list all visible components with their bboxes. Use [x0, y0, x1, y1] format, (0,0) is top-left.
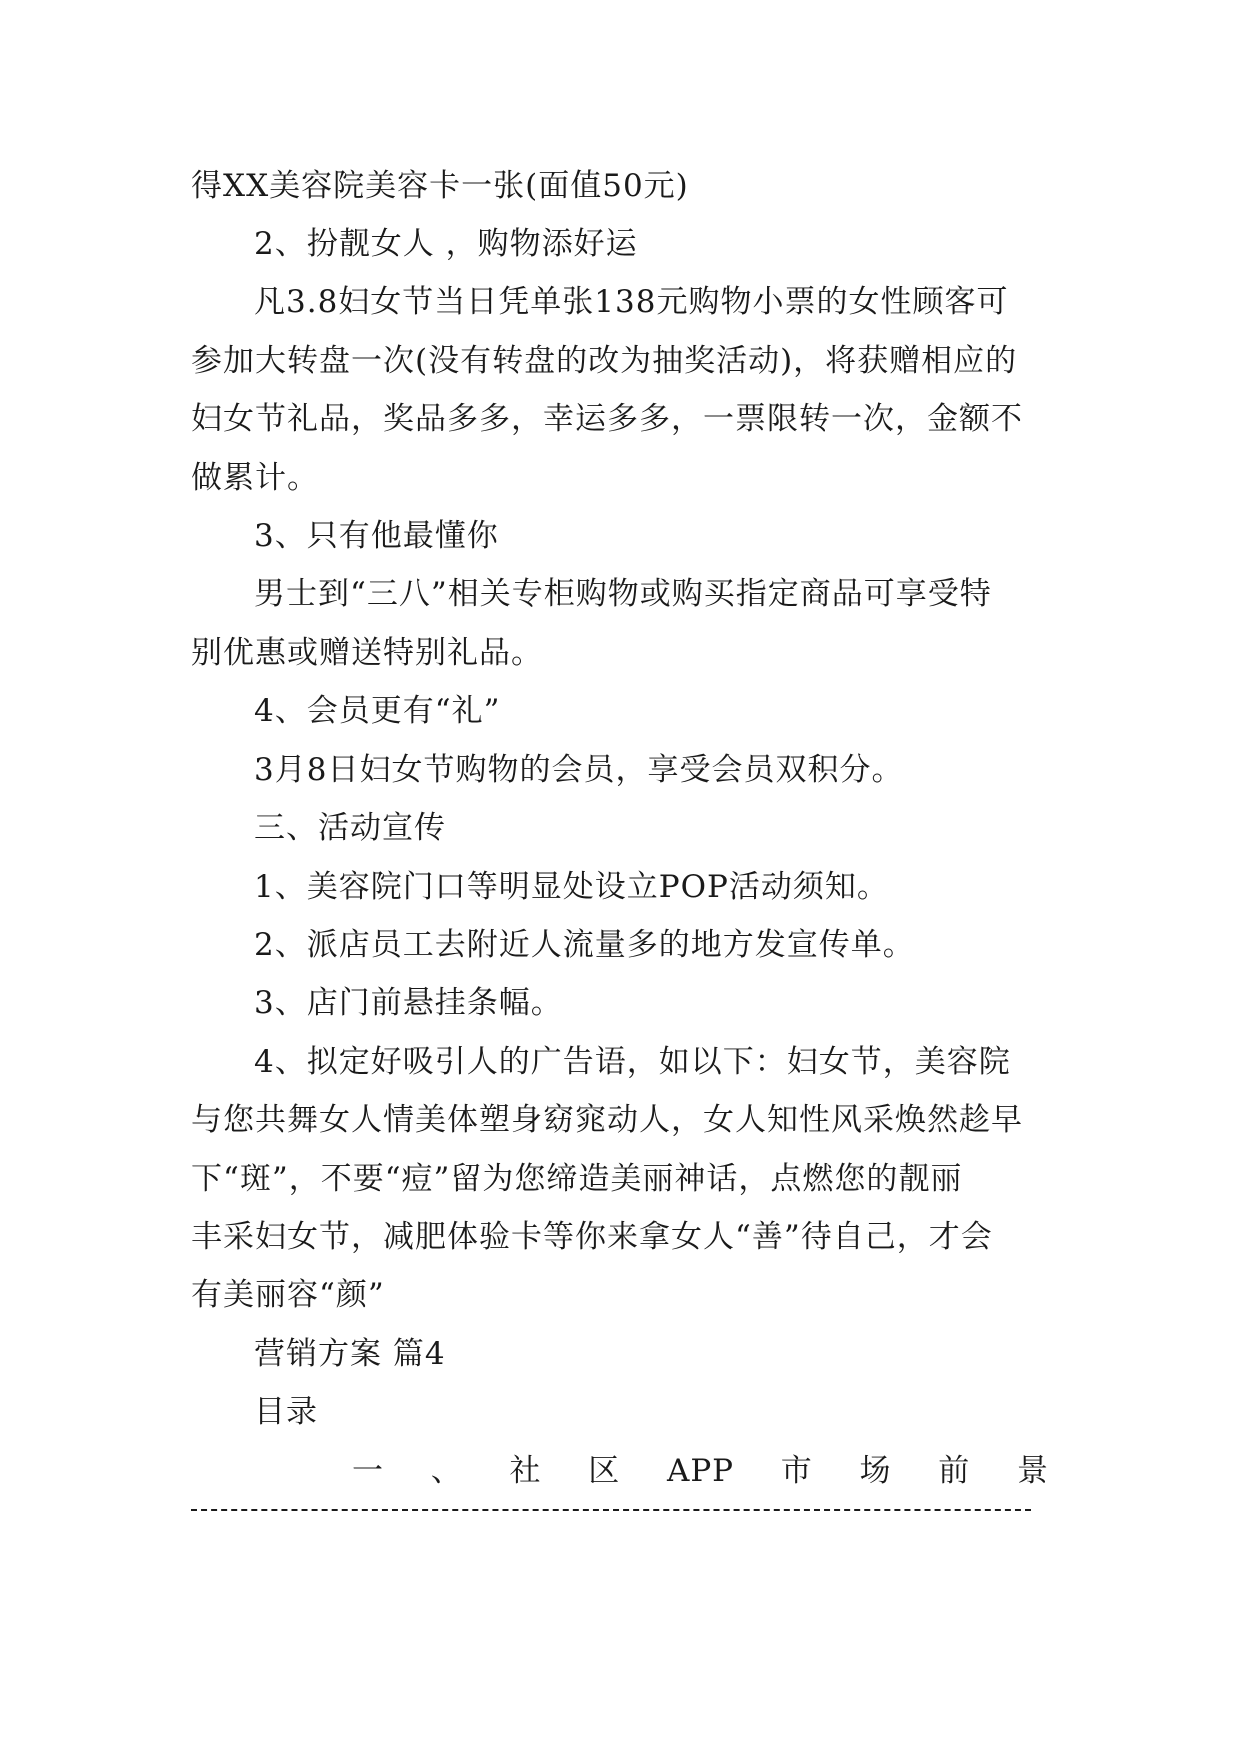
- section-heading: 三、活动宣传: [254, 810, 446, 846]
- toc-char: 一: [352, 1453, 384, 1489]
- paragraph-line: 与您共舞女人情美体塑身窈窕动人，女人知性风采焕然趁早: [191, 1102, 1023, 1138]
- paragraph-line: 妇女节礼品，奖品多多，幸运多多，一票限转一次，金额不: [191, 401, 1023, 437]
- toc-char: 市: [780, 1453, 813, 1489]
- toc-entry: [352, 1451, 1049, 1491]
- toc-char: 社: [509, 1453, 542, 1489]
- toc-char: 区: [588, 1453, 621, 1489]
- toc-char: 场: [859, 1453, 892, 1489]
- paragraph-line: 4、拟定好吸引人的广告语，如以下：妇女节，美容院: [254, 1044, 1011, 1080]
- paragraph-line: 丰采妇女节，减肥体验卡等你来拿女人“善”待自己，才会: [191, 1219, 993, 1255]
- paragraph-line: 4、会员更有“礼”: [254, 693, 501, 729]
- paragraph-line: 凡3.8妇女节当日凭单张138元购物小票的女性顾客可: [254, 284, 1009, 320]
- paragraph-line: 3月8日妇女节购物的会员，享受会员双积分。: [254, 752, 904, 788]
- paragraph-line: 2、派店员工去附近人流量多的地方发宣传单。: [254, 927, 915, 963]
- paragraph-line: 做累计。: [191, 460, 319, 496]
- toc-char: 前: [938, 1453, 971, 1489]
- paragraph-line: 下“斑”，不要“痘”留为您缔造美丽神话，点燃您的靓丽: [191, 1161, 963, 1197]
- toc-title: 目录: [254, 1394, 318, 1430]
- paragraph-line: 男士到“三八”相关专柜购物或购买指定商品可享受特: [254, 576, 992, 612]
- toc-char: 、: [430, 1453, 463, 1489]
- paragraph-line: 有美丽容“颜”: [191, 1277, 385, 1313]
- paragraph-line: 1、美容院门口等明显处设立POP活动须知。: [254, 869, 889, 905]
- toc-char: APP: [666, 1453, 735, 1489]
- toc-leader-dashes: [191, 1509, 1031, 1511]
- paragraph-line: 3、只有他最懂你: [254, 518, 499, 554]
- paragraph-line: 得XX美容院美容卡一张(面值50元): [191, 168, 689, 204]
- paragraph-line: 别优惠或赠送特别礼品。: [191, 635, 543, 671]
- section-heading: 营销方案 篇4: [254, 1336, 446, 1372]
- paragraph-line: 3、店门前悬挂条幅。: [254, 985, 563, 1021]
- paragraph-line: 2、扮靓女人 ，购物添好运: [254, 226, 638, 262]
- toc-char: 景: [1016, 1453, 1049, 1489]
- paragraph-line: 参加大转盘一次(没有转盘的改为抽奖活动)，将获赠相应的: [191, 343, 1018, 379]
